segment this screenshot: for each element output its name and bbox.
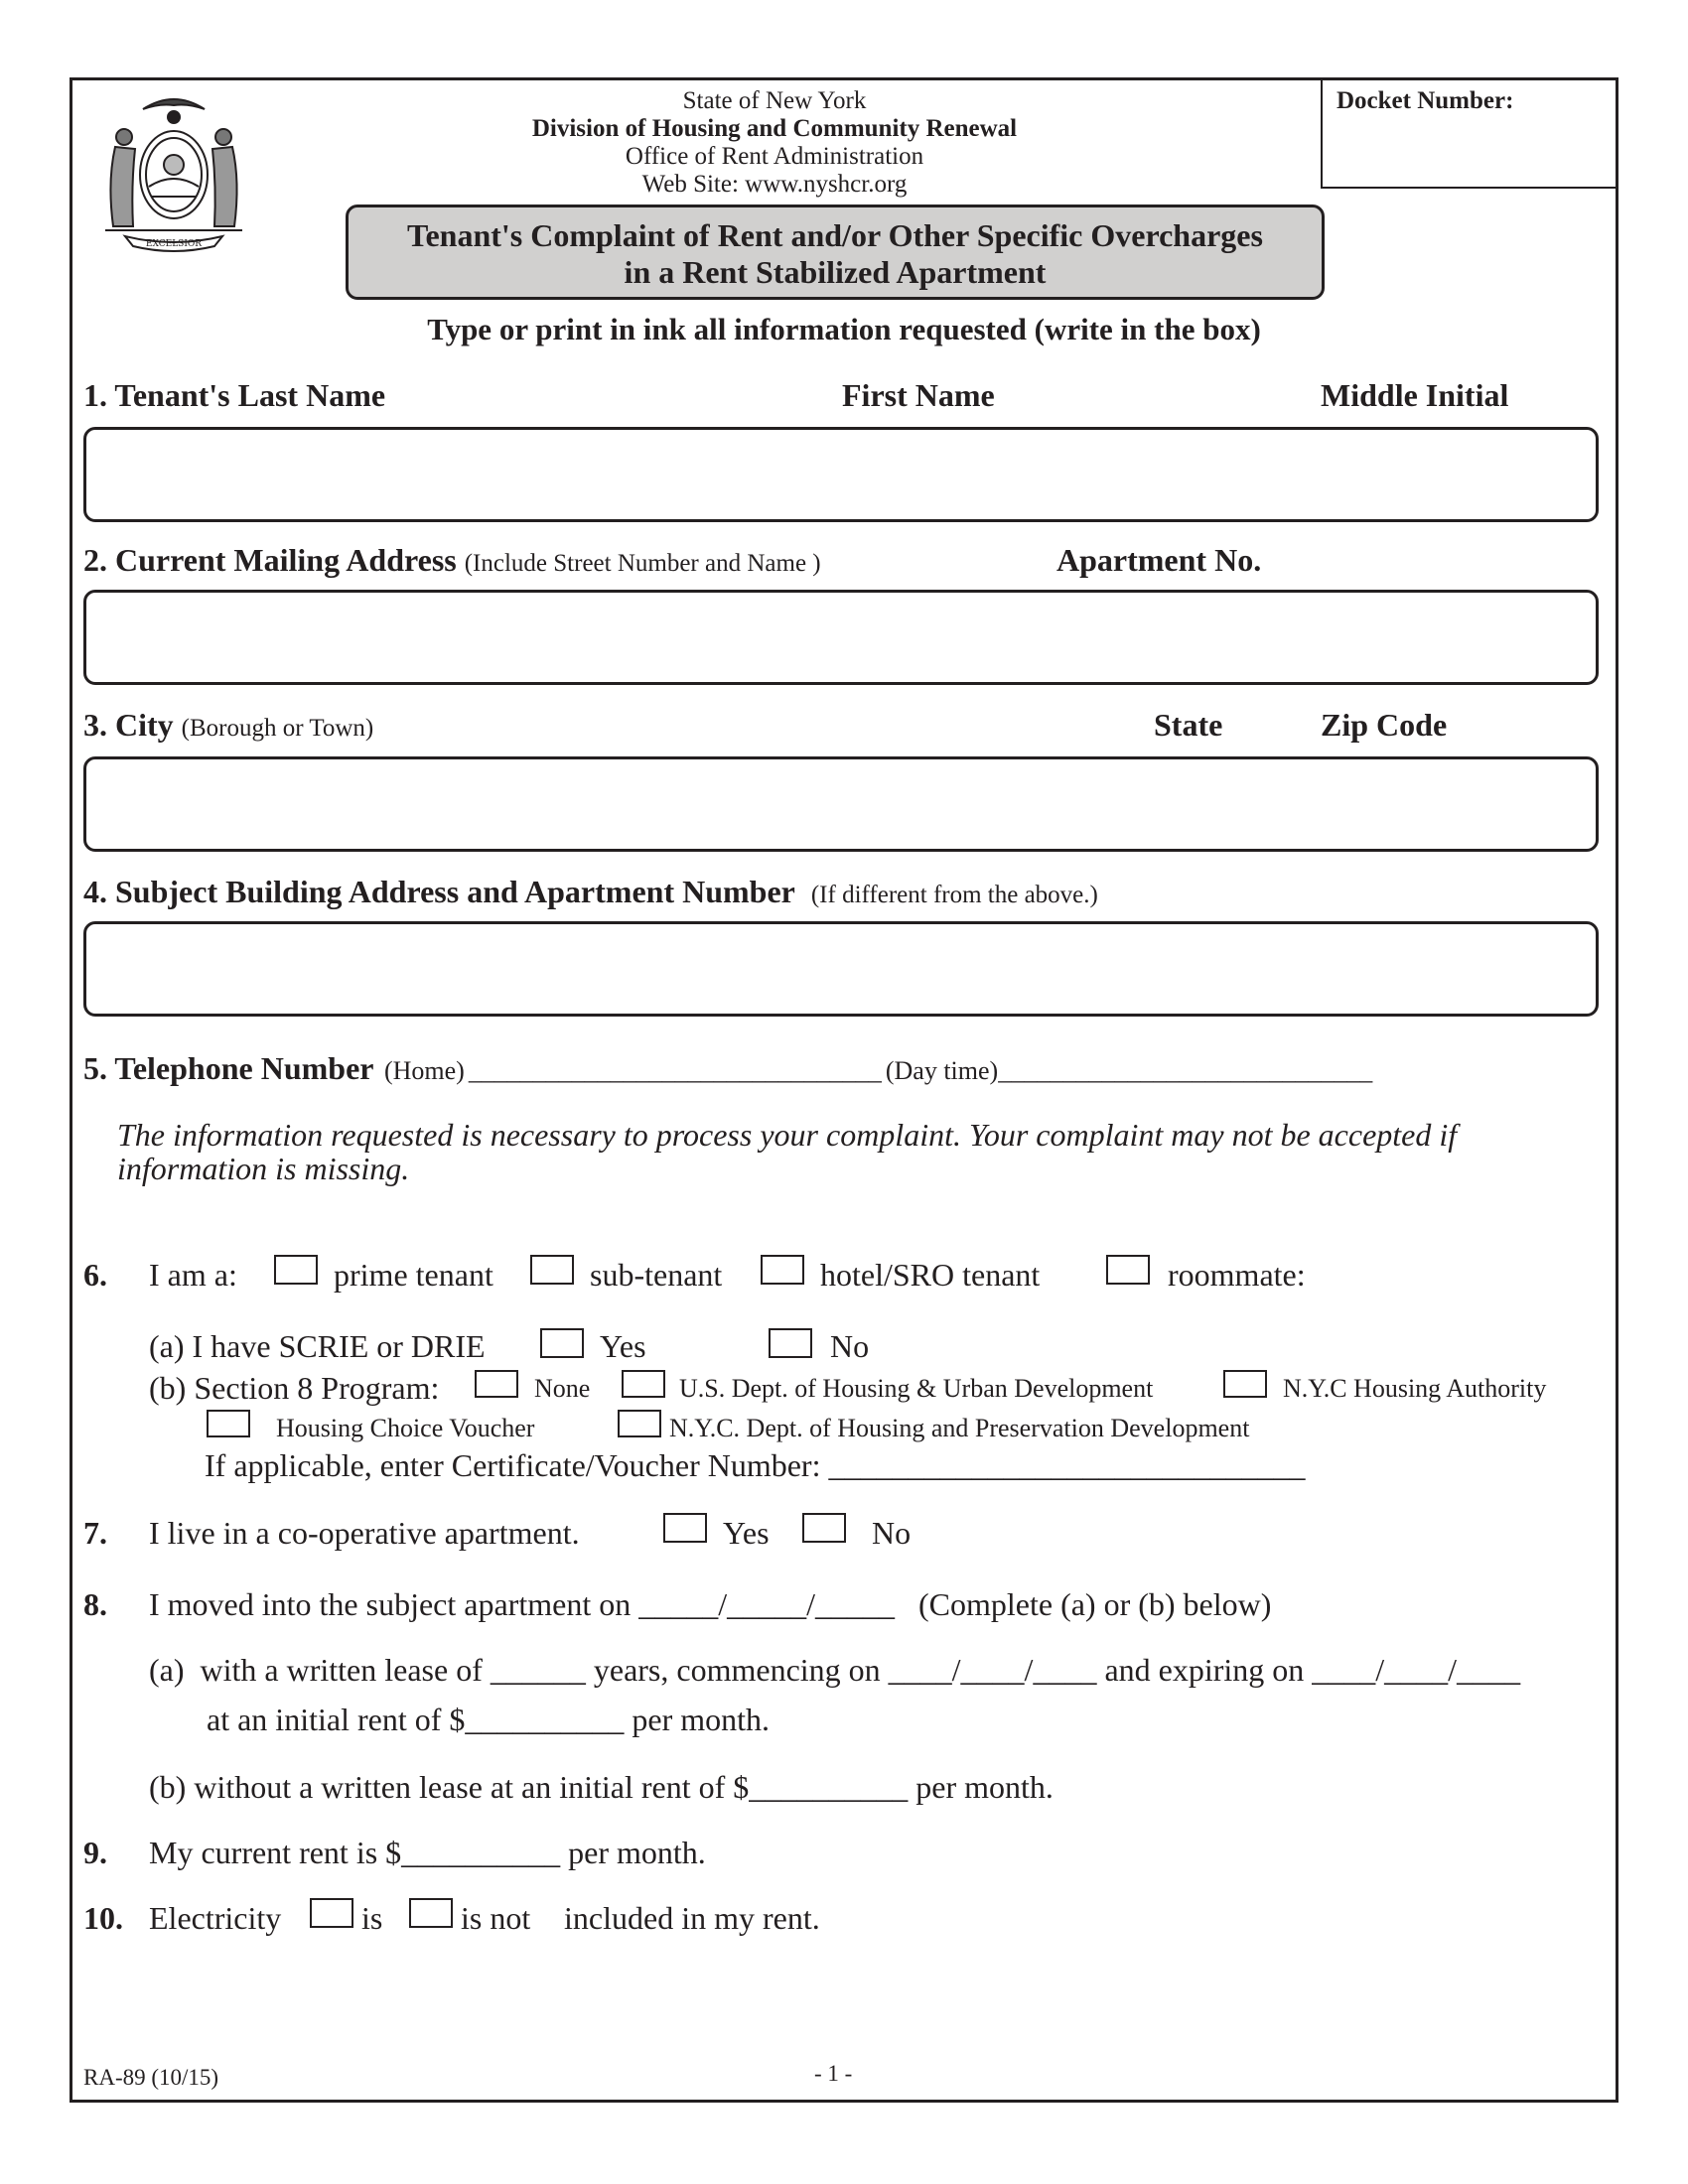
scrie-yes-checkbox[interactable] bbox=[540, 1328, 584, 1358]
q9-current-rent[interactable]: My current rent is $__________ per month. bbox=[149, 1835, 706, 1870]
home-phone-line[interactable]: ________________________________ bbox=[468, 1056, 882, 1085]
nys-seal-icon bbox=[85, 87, 262, 256]
q4-label-text: 4. Subject Building Address and Apartment Number bbox=[83, 874, 795, 909]
q8-number: 8. bbox=[83, 1586, 107, 1622]
q3-label bbox=[83, 707, 373, 744]
option-sub-tenant: sub-tenant bbox=[590, 1257, 723, 1293]
q10-tail: included in my rent. bbox=[564, 1900, 820, 1936]
docket-number-box[interactable] bbox=[1321, 79, 1618, 189]
notice-line-1: The information requested is necessary to process your complaint. Your complaint may not be accepted if bbox=[117, 1117, 1458, 1153]
q5-row bbox=[83, 1050, 1372, 1087]
city-state-zip-field[interactable] bbox=[83, 756, 1599, 852]
q4-label bbox=[83, 874, 1098, 910]
q1-label: 1. Tenant's Last Name bbox=[83, 377, 386, 413]
hotel-sro-tenant-checkbox[interactable] bbox=[761, 1255, 804, 1285]
page-number: - 1 - bbox=[814, 2061, 853, 2086]
q3-zip-label: Zip Code bbox=[1321, 707, 1448, 743]
mailing-address-field[interactable] bbox=[83, 590, 1599, 685]
q5-day-label: (Day time) bbox=[885, 1056, 999, 1085]
svg-text:EXCELSIOR: EXCELSIOR bbox=[145, 239, 203, 249]
q6b-lead: (b) Section 8 Program: bbox=[149, 1370, 440, 1406]
section8-hud-label: U.S. Dept. of Housing & Urban Development bbox=[679, 1374, 1154, 1403]
sub-tenant-checkbox[interactable] bbox=[530, 1255, 574, 1285]
header-state: State of New York bbox=[682, 87, 867, 114]
q6-number: 6. bbox=[83, 1257, 107, 1293]
q2-label bbox=[83, 542, 821, 579]
q6a-lead: (a) I have SCRIE or DRIE bbox=[149, 1328, 486, 1364]
q2-note: (Include Street Number and Name ) bbox=[464, 550, 821, 577]
q9-number: 9. bbox=[83, 1835, 107, 1870]
coop-yes-checkbox[interactable] bbox=[663, 1513, 707, 1543]
section8-none-label: None bbox=[534, 1374, 591, 1403]
section8-hpd-label: N.Y.C. Dept. of Housing and Preservation Development bbox=[669, 1414, 1250, 1442]
q7-number: 7. bbox=[83, 1515, 107, 1551]
option-roommate: roommate: bbox=[1168, 1257, 1306, 1293]
day-phone-line[interactable]: _____________________________ bbox=[998, 1056, 1373, 1085]
section8-nycha-checkbox[interactable] bbox=[1223, 1370, 1267, 1398]
instruction: Type or print in ink all information requested (write in the box) bbox=[427, 312, 1261, 346]
electricity-is-label: is bbox=[361, 1900, 383, 1936]
section8-hcv-label: Housing Choice Voucher bbox=[276, 1414, 535, 1442]
section8-nycha-label: N.Y.C Housing Authority bbox=[1283, 1374, 1547, 1403]
q10-lead: Electricity bbox=[149, 1900, 282, 1936]
option-prime-tenant: prime tenant bbox=[334, 1257, 493, 1293]
section8-none-checkbox[interactable] bbox=[475, 1370, 518, 1398]
electricity-is-not-label: is not bbox=[461, 1900, 531, 1936]
coop-yes-label: Yes bbox=[723, 1515, 770, 1551]
roommate-checkbox[interactable] bbox=[1106, 1255, 1150, 1285]
docket-label: Docket Number: bbox=[1336, 87, 1514, 114]
q2-label-text: 2. Current Mailing Address bbox=[83, 542, 457, 578]
q5-label: 5. Telephone Number bbox=[83, 1050, 374, 1086]
q4-note: (If different from the above.) bbox=[810, 882, 1098, 908]
section8-hpd-checkbox[interactable] bbox=[618, 1410, 661, 1437]
q8a-written-lease[interactable]: (a) with a written lease of ______ years, commencing on ____/____/____ and expiring on ____/____/____ bbox=[149, 1652, 1521, 1688]
notice-line-2: information is missing. bbox=[117, 1151, 410, 1186]
electricity-is-checkbox[interactable] bbox=[310, 1898, 353, 1928]
q1-middle-initial-label: Middle Initial bbox=[1321, 377, 1509, 413]
section8-hud-checkbox[interactable] bbox=[622, 1370, 665, 1398]
q6-lead: I am a: bbox=[149, 1257, 237, 1293]
form-code: RA-89 (10/15) bbox=[83, 2065, 219, 2090]
title-line-2: in a Rent Stabilized Apartment bbox=[624, 254, 1047, 290]
q3-state-label: State bbox=[1154, 707, 1223, 743]
coop-no-label: No bbox=[872, 1515, 912, 1551]
certificate-voucher-line[interactable]: If applicable, enter Certificate/Voucher Number: ______________________________ bbox=[205, 1447, 1306, 1483]
coop-no-checkbox[interactable] bbox=[802, 1513, 846, 1543]
section8-hcv-checkbox[interactable] bbox=[207, 1410, 250, 1437]
q8b-no-written-lease[interactable]: (b) without a written lease at an initial rent of $__________ per month. bbox=[149, 1769, 1054, 1805]
form-title bbox=[346, 205, 1325, 300]
q10-number: 10. bbox=[83, 1900, 123, 1936]
q8-move-in-date[interactable]: I moved into the subject apartment on _____/_____/_____ (Complete (a) or (b) below) bbox=[149, 1586, 1272, 1622]
tenant-name-field[interactable] bbox=[83, 427, 1599, 522]
q3-note: (Borough or Town) bbox=[181, 715, 374, 742]
subject-building-field[interactable] bbox=[83, 921, 1599, 1017]
q7-text: I live in a co-operative apartment. bbox=[149, 1515, 580, 1551]
q2-apartment-label: Apartment No. bbox=[1056, 542, 1262, 578]
prime-tenant-checkbox[interactable] bbox=[274, 1255, 318, 1285]
q5-home-label: (Home) bbox=[383, 1056, 465, 1085]
header-division: Division of Housing and Community Renewal bbox=[531, 115, 1018, 142]
q8a-initial-rent[interactable]: at an initial rent of $__________ per month. bbox=[207, 1702, 770, 1737]
option-hotel-sro-tenant: hotel/SRO tenant bbox=[820, 1257, 1041, 1293]
q1-first-name-label: First Name bbox=[842, 377, 995, 413]
header-website: Web Site: www.nyshcr.org bbox=[641, 171, 908, 198]
header-office: Office of Rent Administration bbox=[625, 143, 924, 170]
scrie-no-label: No bbox=[830, 1328, 870, 1364]
title-line-1: Tenant's Complaint of Rent and/or Other Specific Overcharges bbox=[407, 217, 1263, 253]
electricity-is-not-checkbox[interactable] bbox=[409, 1898, 453, 1928]
q3-label-text: 3. City bbox=[83, 707, 174, 743]
scrie-no-checkbox[interactable] bbox=[769, 1328, 812, 1358]
scrie-yes-label: Yes bbox=[600, 1328, 646, 1364]
